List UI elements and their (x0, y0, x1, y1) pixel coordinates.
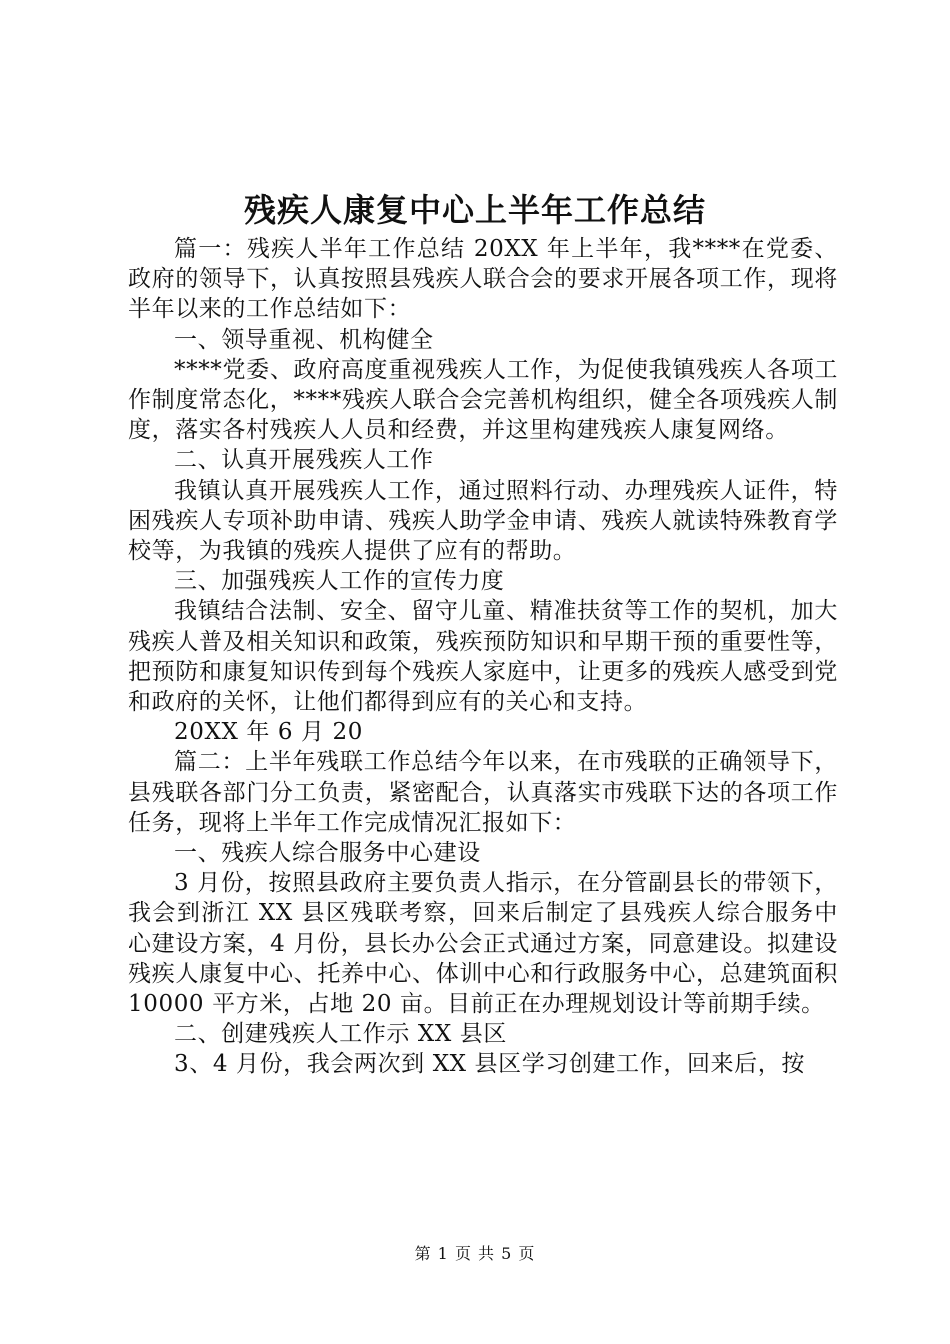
document-title: 残疾人康复中心上半年工作总结 (243, 191, 706, 229)
paragraph-3: 我镇结合法制、安全、留守儿童、精准扶贫等工作的契机，加大残疾人普及相关知识和政策，残疾预防知识和早期干预的重要性等，把预防和康复知识传到每个残疾人家庭中，让更多的残疾人感受到党和政府的关怀，让他们都得到应有的关心和支持。 (128, 598, 838, 716)
paragraph-5: 3、4 月份，我会两次到 XX 县区学习创建工作，回来后，按 (174, 1051, 805, 1078)
paragraph-4: 3 月份，按照县政府主要负责人指示，在分管副县长的带领下，我会到浙江 XX 县区残联考察，回来后制定了县残疾人综合服务中心建设方案，4 月份，县长办公会正式通过方案，同意建设。拟建设残疾人康复中心、托养中心、体训中心和行政服务中心，总建筑面积 10000 平方米，占地 20 亩。目前正在办理规划设计等前期手续。 (128, 870, 838, 1018)
paragraph-intro-2: 篇二：上半年残联工作总结今年以来，在市残联的正确领导下，县残联各部门分工负责，紧密配合，认真落实市残联下达的各项工作任务，现将上半年工作完成情况汇报如下： (128, 749, 838, 836)
section-heading-4: 一、残疾人综合服务中心建设 (174, 840, 481, 867)
paragraph-intro-1: 篇一：残疾人半年工作总结 20XX 年上半年，我****在党委、政府的领导下，认真按照县残疾人联合会的要求开展各项工作，现将半年以来的工作总结如下： (128, 236, 838, 323)
paragraph-2: 我镇认真开展残疾人工作，通过照料行动、办理残疾人证件，特困残疾人专项补助申请、残疾人助学金申请、残疾人就读特殊教育学校等，为我镇的残疾人提供了应有的帮助。 (128, 477, 838, 565)
date-line: 20XX 年 6 月 20 (174, 719, 363, 746)
section-heading-1: 一、领导重视、机构健全 (174, 326, 434, 353)
page-footer: 第 1 页 共 5 页 (414, 1244, 536, 1263)
section-heading-2: 二、认真开展残疾人工作 (174, 447, 434, 474)
document-body (128, 234, 838, 1080)
section-heading-5: 二、创建残疾人工作示 XX 县区 (174, 1021, 507, 1048)
paragraph-1: ****党委、政府高度重视残疾人工作，为促使我镇残疾人各项工作制度常态化，****残疾人联合会完善机构组织，健全各项残疾人制度，落实各村残疾人人员和经费，并这里构建残疾人康复网络。 (128, 356, 838, 444)
section-heading-3: 三、加强残疾人工作的宣传力度 (174, 568, 505, 595)
